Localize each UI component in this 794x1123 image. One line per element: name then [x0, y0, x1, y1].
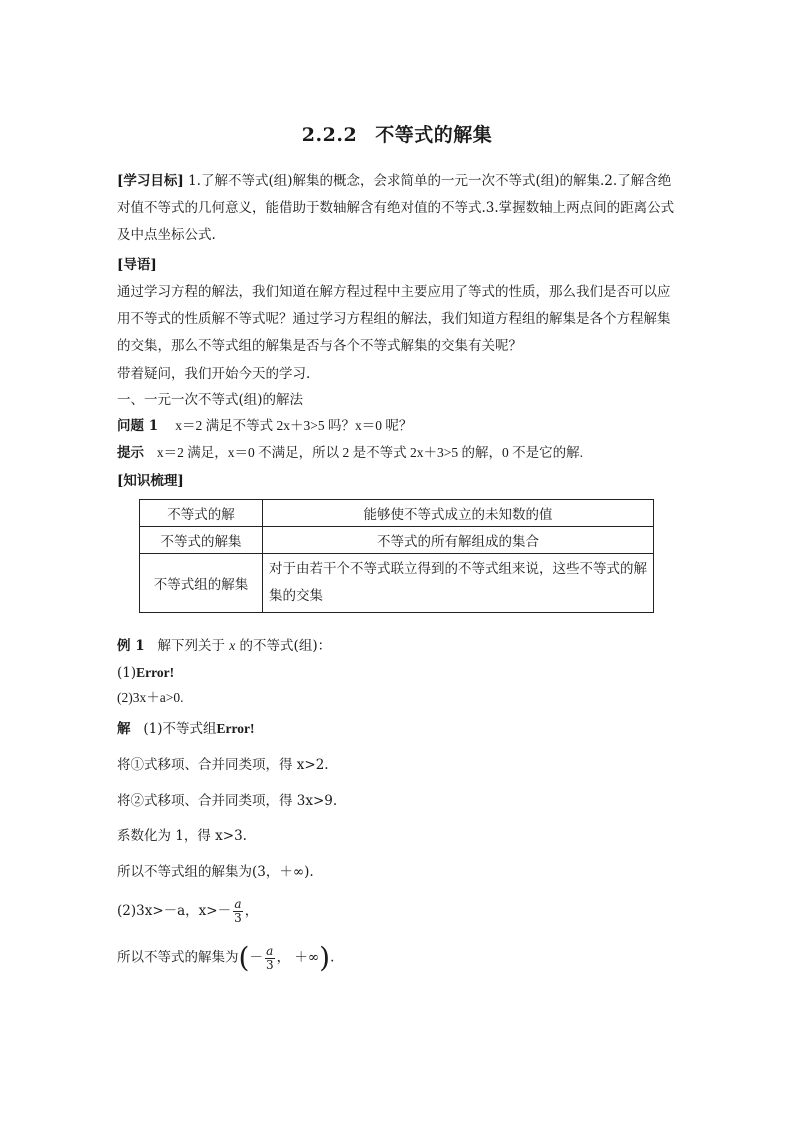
example-var: x	[229, 638, 236, 653]
table-definition: 能够使不等式成立的未知数的值	[263, 500, 654, 527]
question-1	[117, 416, 412, 436]
hint-text: x＝2 满足，x＝0 不满足，所以 2 是不等式 2x＋3>5 的解，0 不是它的解.	[156, 445, 583, 460]
solution-line-5: 所以不等式组的解集为(3，＋∞).	[117, 864, 314, 880]
knowledge-label: [知识梳理]	[117, 473, 184, 489]
table-term: 不等式的解集	[140, 527, 263, 554]
objectives-text: 1.了解不等式(组)解集的概念，会求简单的一元一次不等式(组)的解集.2.了解含绝对值不等式的几何意义，能借助于数轴解含有绝对值的不等式.3.掌握数轴上两点间的距离公式及中点坐标公式.	[117, 173, 675, 243]
example-item-1	[117, 663, 174, 683]
objectives-label: [学习目标]	[117, 173, 184, 189]
hint-label: 提示	[117, 445, 144, 461]
table-definition: 对于由若干个不等式联立得到的不等式组来说，这些不等式的解集的交集	[263, 554, 654, 613]
knowledge-table	[139, 499, 654, 613]
open-paren: (	[238, 941, 250, 974]
fraction-numerator: a	[234, 897, 242, 911]
fraction-denominator: 3	[234, 911, 242, 925]
example-1	[117, 636, 331, 656]
table-definition: 不等式的所有解组成的集合	[263, 527, 654, 554]
line6-suffix: ，	[244, 903, 259, 919]
fraction-denominator: 3	[265, 957, 274, 972]
line7-prefix: 所以不等式的解集为	[117, 949, 239, 966]
example-text-a: 解下列关于	[157, 638, 230, 654]
question-label: 问题 1	[117, 418, 159, 434]
table-row	[140, 500, 654, 527]
solution-line-4: 系数化为 1，得 x>3.	[117, 828, 247, 844]
intro-closing: 带着疑问，我们开始今天的学习.	[117, 366, 311, 382]
section-heading: 一、一元一次不等式(组)的解法	[117, 392, 304, 408]
solution-line-6	[117, 898, 258, 925]
example-text-b: 的不等式(组)：	[235, 638, 332, 654]
table-row	[140, 527, 654, 554]
example-label: 例 1	[117, 638, 145, 654]
solution-line-1	[117, 719, 254, 739]
page-title	[0, 120, 794, 147]
close-paren: )	[319, 941, 331, 974]
fraction	[265, 945, 275, 972]
question-text-b: x＝0 呢？	[355, 418, 413, 433]
line1-error: Error!	[216, 721, 255, 736]
solution-line-3: 将②式移项、合并同类项，得 3x>9.	[117, 793, 338, 809]
section-title: 不等式的解集	[375, 124, 493, 146]
fraction-numerator: a	[266, 943, 274, 958]
line1-prefix: (1)不等式组	[143, 721, 217, 737]
table-row	[140, 554, 654, 613]
fraction	[233, 898, 243, 925]
intro-paragraph: 通过学习方程的解法，我们知道在解方程过程中主要应用了等式的性质，那么我们是否可以应用不等式的性质解不等式呢？通过学习方程组的解法，我们知道方程组的解集是各个方程解集的交集，那么不等式组的解集是否与各个不等式解集的交集有关呢？	[117, 284, 671, 354]
solution-label: 解	[117, 721, 131, 737]
question-text-a: x＝2 满足不等式 2x＋3>5 吗？	[175, 418, 356, 433]
solution-line-7	[117, 941, 335, 974]
item1-error: Error!	[136, 665, 175, 680]
line7-infinity: ， ＋∞	[276, 949, 320, 966]
table-term: 不等式组的解集	[140, 554, 263, 613]
example-item-2: (2)3x＋a>0.	[117, 690, 184, 705]
item1-prefix: (1)	[117, 665, 137, 681]
line7-end: .	[330, 949, 335, 966]
line6-prefix: (2)3x>－a，x>－	[117, 903, 232, 919]
line7-minus: －	[249, 949, 263, 966]
section-number: 2.2.2	[301, 124, 358, 146]
learning-objectives	[117, 168, 683, 249]
table-term: 不等式的解	[140, 500, 263, 527]
solution-line-2: 将①式移项、合并同类项，得 x>2.	[117, 757, 329, 773]
intro-label: [导语]	[117, 257, 157, 273]
hint	[117, 443, 583, 463]
